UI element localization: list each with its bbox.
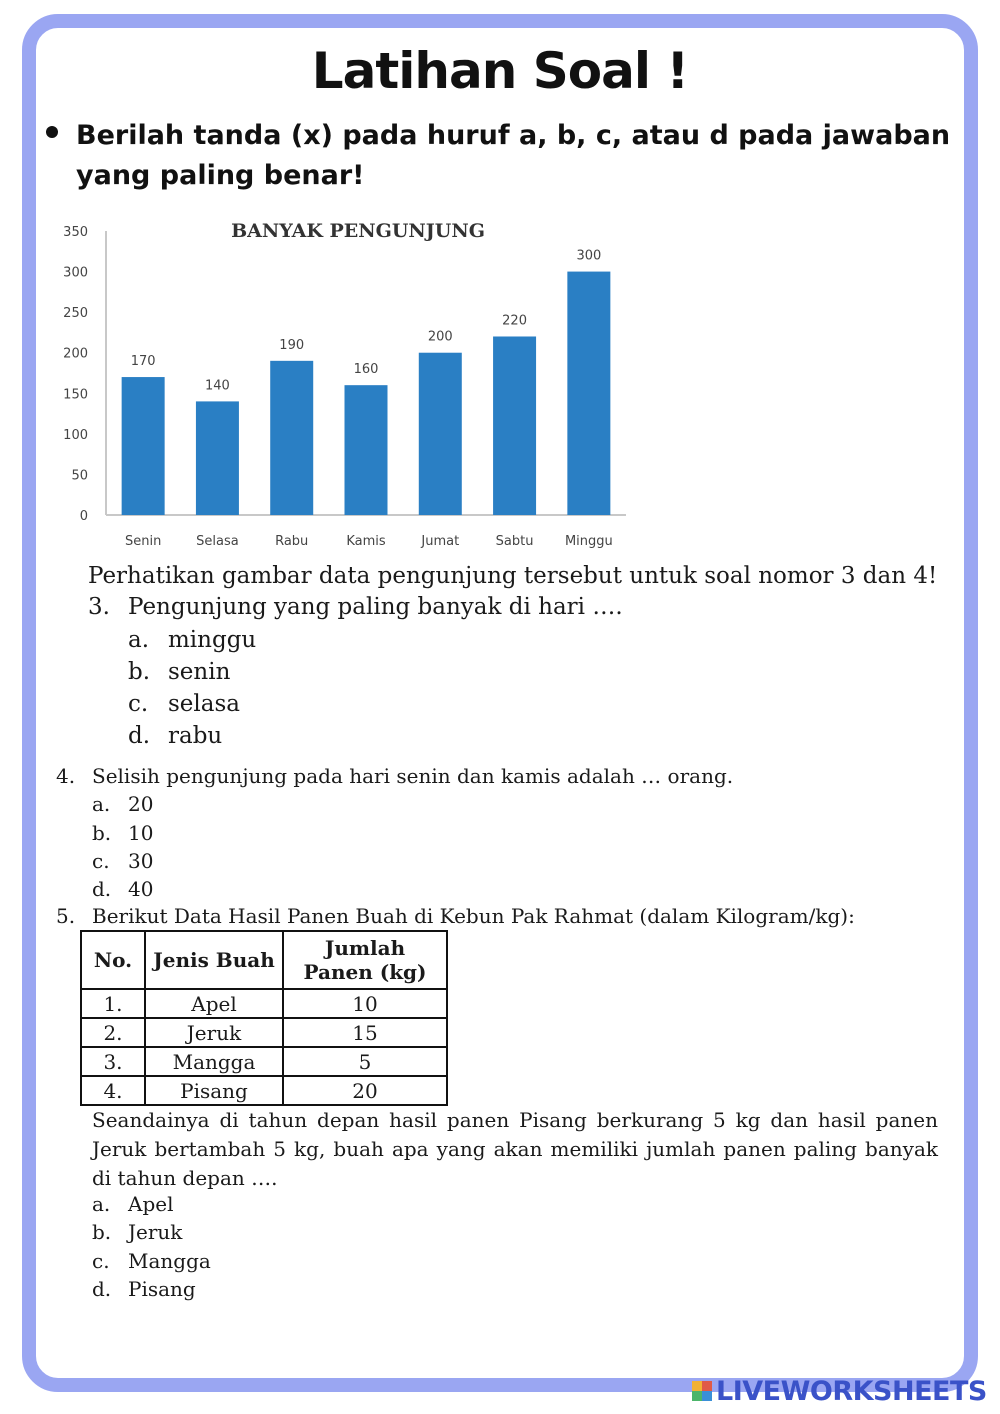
cell-no: 4. — [81, 1076, 145, 1105]
option-text: senin — [168, 659, 231, 685]
bar — [122, 377, 165, 515]
option-text: 10 — [128, 821, 154, 845]
x-tick-label: Minggu — [564, 534, 613, 549]
cell-fruit: Mangga — [145, 1047, 283, 1076]
x-tick-label: Sabtu — [495, 534, 534, 549]
cell-amount: 20 — [283, 1076, 447, 1105]
option-text: Apel — [128, 1192, 174, 1216]
cell-amount: 5 — [283, 1047, 447, 1076]
cell-amount: 10 — [283, 989, 447, 1018]
y-tick-label: 250 — [63, 306, 88, 322]
bar-value-label: 220 — [502, 313, 527, 329]
q4-number: 4. — [56, 764, 76, 788]
option-letter: a. — [128, 627, 150, 653]
q5-paragraph: Seandainya di tahun depan hasil panen Pisang berkurang 5 kg dan hasil panen Jeruk bertambah 5 kg, buah apa yang akan memiliki jumlah panen paling banyak di tahun depan …. — [92, 1108, 938, 1190]
option-letter: c. — [92, 849, 110, 873]
q3-4-intro: Perhatikan gambar data pengunjung tersebut untuk soal nomor 3 dan 4! — [88, 563, 938, 589]
q5-text: Berikut Data Hasil Panen Buah di Kebun Pak Rahmat (dalam Kilogram/kg): — [92, 904, 855, 928]
q5-option-b[interactable] — [92, 1220, 182, 1244]
option-letter: c. — [128, 691, 149, 717]
q3-option-a[interactable] — [128, 627, 256, 653]
q4-option-b[interactable] — [92, 821, 153, 845]
option-text: rabu — [168, 723, 223, 749]
option-text: Jeruk — [128, 1220, 183, 1244]
option-letter: d. — [128, 723, 151, 749]
table-row — [81, 1018, 447, 1047]
y-tick-label: 300 — [63, 265, 88, 281]
bar-value-label: 190 — [279, 337, 305, 353]
q3-text: Pengunjung yang paling banyak di hari …. — [128, 594, 623, 620]
bars — [122, 249, 613, 549]
chart-title: BANYAK PENGUNJUNG — [231, 220, 485, 242]
option-text: 40 — [128, 877, 154, 901]
option-text: Pisang — [128, 1277, 196, 1301]
y-tick-label: 100 — [63, 427, 88, 443]
col-header-amount — [283, 931, 447, 989]
q5-number: 5. — [56, 904, 76, 928]
q4-option-d[interactable] — [92, 877, 153, 901]
q3-option-b[interactable] — [128, 659, 230, 685]
option-text: 20 — [128, 792, 154, 816]
bar — [270, 361, 313, 515]
cell-no: 1. — [81, 989, 145, 1018]
liveworksheets-logo[interactable] — [692, 1376, 987, 1406]
logo-text: LIVEWORKSHEETS — [716, 1375, 987, 1407]
q5-option-c[interactable] — [92, 1249, 211, 1273]
option-letter: d. — [92, 1277, 112, 1301]
option-letter: a. — [92, 792, 111, 816]
bar-value-label: 170 — [130, 354, 156, 370]
q4-option-a[interactable] — [92, 792, 153, 816]
cell-no: 2. — [81, 1018, 145, 1047]
cell-fruit: Pisang — [145, 1076, 283, 1105]
q3-option-c[interactable] — [128, 691, 240, 717]
q4-option-c[interactable] — [92, 849, 153, 873]
col-header-fruit: Jenis Buah — [145, 931, 283, 989]
bar — [345, 385, 388, 515]
table-row — [81, 1076, 447, 1105]
q5-option-d[interactable] — [92, 1277, 196, 1301]
bar-value-label: 160 — [353, 362, 379, 378]
q3-number: 3. — [88, 594, 110, 620]
option-letter: d. — [92, 877, 112, 901]
q4-question — [56, 764, 733, 788]
option-text: selasa — [168, 691, 240, 717]
q3-question — [88, 594, 623, 620]
option-letter: b. — [92, 821, 112, 845]
option-letter: c. — [92, 1249, 110, 1273]
option-letter: b. — [92, 1220, 112, 1244]
option-letter: b. — [128, 659, 151, 685]
bar-value-label: 200 — [427, 329, 453, 345]
option-letter: a. — [92, 1192, 111, 1216]
option-text: Mangga — [128, 1249, 211, 1273]
x-tick-label: Senin — [124, 534, 162, 549]
col-header-amount-line2: Panen (kg) — [303, 960, 427, 984]
harvest-table — [80, 930, 448, 1106]
option-text: 30 — [128, 849, 154, 873]
instruction-text: Berilah tanda (x) pada huruf a, b, c, atau d pada jawaban yang paling benar! — [76, 120, 951, 191]
cell-amount: 15 — [283, 1018, 447, 1047]
bar-value-label: 140 — [205, 378, 230, 394]
bar — [419, 353, 462, 515]
q5-option-a[interactable] — [92, 1192, 173, 1216]
cell-no: 3. — [81, 1047, 145, 1076]
table-row — [81, 989, 447, 1018]
y-tick-label: 200 — [63, 346, 88, 362]
bar-value-label: 300 — [576, 248, 602, 264]
option-text: minggu — [168, 627, 257, 653]
col-header-amount-line1: Jumlah — [324, 936, 406, 960]
visitors-bar-chart — [58, 210, 638, 560]
y-tick-label: 350 — [63, 225, 88, 240]
page-title: Latihan Soal ! — [311, 42, 689, 100]
table-row — [81, 1047, 447, 1076]
y-tick-label: 0 — [79, 509, 88, 524]
cell-fruit: Apel — [145, 989, 283, 1018]
x-tick-label: Jumat — [421, 534, 460, 549]
bar — [567, 272, 610, 515]
q3-option-d[interactable] — [128, 723, 222, 749]
liveworksheets-logo-icon — [692, 1381, 712, 1401]
cell-fruit: Jeruk — [145, 1018, 283, 1047]
q5-question — [56, 904, 855, 928]
x-tick-label: Rabu — [275, 534, 309, 549]
q4-text: Selisih pengunjung pada hari senin dan kamis adalah … orang. — [92, 764, 734, 788]
col-header-no: No. — [81, 931, 145, 989]
bar — [493, 336, 536, 515]
bar — [196, 401, 239, 515]
table-header-row — [81, 931, 447, 989]
y-tick-label: 150 — [63, 387, 88, 403]
y-tick-label: 50 — [71, 468, 88, 484]
x-tick-label: Selasa — [196, 534, 239, 549]
x-tick-label: Kamis — [346, 534, 386, 549]
bullet-dot — [46, 126, 58, 138]
